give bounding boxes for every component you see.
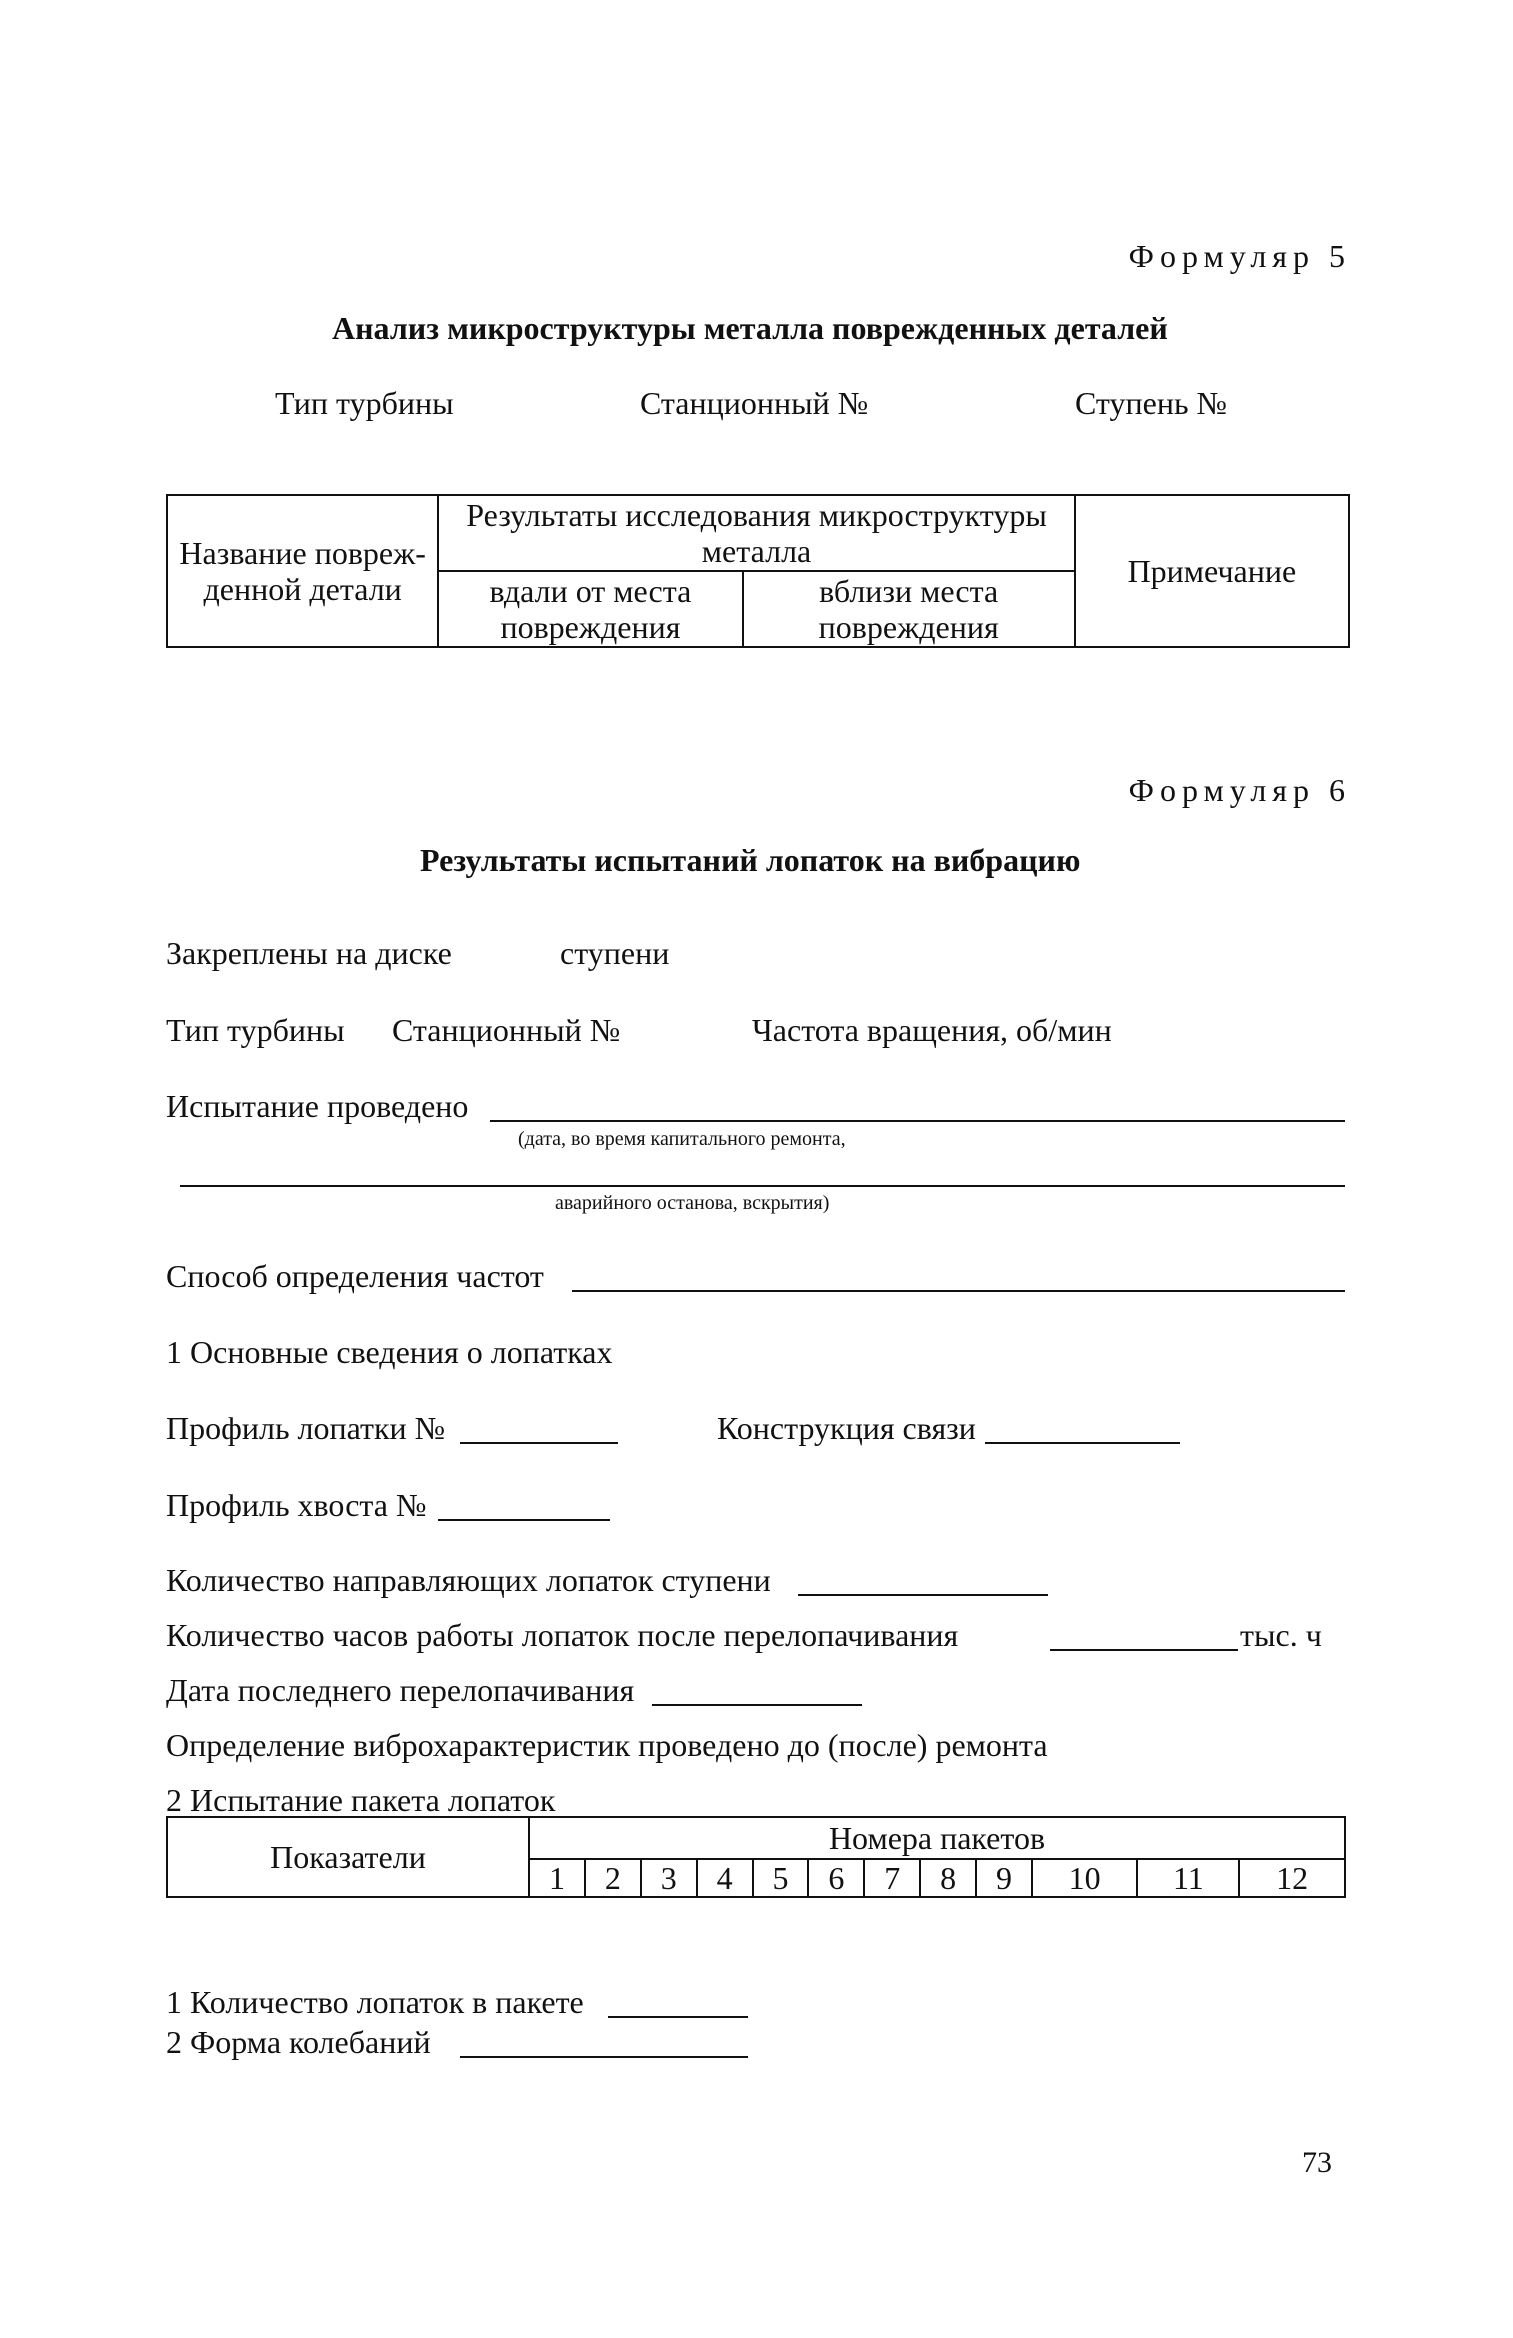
- tail-profile-label: Профиль хвоста №: [166, 1487, 427, 1523]
- test-note-2: аварийного останова, вскрытия): [555, 1192, 830, 1214]
- col-note: Примечание: [1075, 495, 1349, 647]
- packet-table: [166, 1816, 1346, 1898]
- packet-number: 7: [864, 1859, 920, 1897]
- packet-number: 6: [808, 1859, 864, 1897]
- test-note-line: [180, 1185, 1345, 1187]
- last-reblading-date-line: [652, 1704, 862, 1706]
- col-far-from-damage: вдали от места повреждения: [438, 571, 742, 647]
- item2-label: 2 Форма колебаний: [166, 2024, 431, 2060]
- guide-blades-count-label: Количество направляющих лопаток ступени: [166, 1562, 771, 1598]
- guide-blades-count-line: [798, 1594, 1048, 1596]
- vibro-characteristics: Определение виброхарактеристик проведено до (после) ремонта: [166, 1727, 1048, 1763]
- hours-unit: тыс. ч: [1240, 1617, 1322, 1653]
- hours-line: [1050, 1649, 1238, 1651]
- form6-title: Результаты испытаний лопаток на вибрацию: [420, 842, 1081, 878]
- packet-number: 10: [1032, 1859, 1138, 1897]
- test-done-label: Испытание проведено: [166, 1088, 469, 1124]
- indicators-header: Показатели: [167, 1817, 529, 1897]
- item1-line: [608, 2016, 748, 2018]
- stage-word: ступени: [560, 935, 670, 971]
- packet-number: 8: [920, 1859, 976, 1897]
- packet-number: 9: [976, 1859, 1032, 1897]
- section1-heading: 1 Основные сведения о лопатках: [166, 1334, 613, 1370]
- packet-number: 1: [529, 1859, 585, 1897]
- packet-numbers-header: Номера пакетов: [529, 1817, 1345, 1859]
- freq-method-label: Способ определения частот: [166, 1258, 544, 1294]
- form6-label: Формуляр 6: [1128, 772, 1351, 808]
- item1-label: 1 Количество лопаток в пакете: [166, 1984, 584, 2020]
- tail-profile-line: [438, 1519, 610, 1521]
- link-construction-line: [985, 1442, 1180, 1444]
- page-number: 73: [1302, 2146, 1332, 2179]
- packet-number: 12: [1239, 1859, 1345, 1897]
- blade-profile-label: Профиль лопатки №: [166, 1410, 446, 1446]
- test-note-1: (дата, во время капитального ремонта,: [518, 1128, 846, 1150]
- section2-heading: 2 Испытание пакета лопаток: [166, 1782, 556, 1818]
- form5-station-no: Станционный №: [640, 385, 869, 421]
- blade-profile-line: [460, 1442, 618, 1444]
- form5-label: Формуляр 5: [1128, 238, 1351, 274]
- f6-turbine-type: Тип турбины: [166, 1012, 345, 1048]
- fixed-on-disk: Закреплены на диске: [166, 935, 452, 971]
- f6-station-no: Станционный №: [392, 1012, 621, 1048]
- packet-number: 3: [641, 1859, 697, 1897]
- col-near-damage: вблизи места повреждения: [743, 571, 1075, 647]
- col-microstructure-results: Результаты исследования микроструктуры металла: [438, 495, 1074, 571]
- link-construction-label: Конструкция связи: [717, 1410, 976, 1446]
- hours-label: Количество часов работы лопаток после перелопачивания: [166, 1617, 959, 1653]
- last-reblading-date-label: Дата последнего перелопачивания: [166, 1672, 635, 1708]
- packet-number: 4: [697, 1859, 753, 1897]
- form5-title: Анализ микроструктуры металла поврежденных деталей: [332, 310, 1168, 346]
- rotation-frequency: Частота вращения, об/мин: [752, 1012, 1112, 1048]
- form5-table: [166, 494, 1350, 648]
- item2-line: [460, 2056, 748, 2058]
- packet-number: 5: [753, 1859, 809, 1897]
- col-damaged-part-name: Название повреж- денной детали: [167, 495, 438, 647]
- form5-turbine-type: Тип турбины: [275, 385, 454, 421]
- packet-number: 11: [1137, 1859, 1239, 1897]
- freq-method-line: [572, 1290, 1345, 1292]
- packet-number: 2: [585, 1859, 641, 1897]
- test-done-line: [490, 1120, 1345, 1122]
- form5-stage-no: Ступень №: [1075, 385, 1228, 421]
